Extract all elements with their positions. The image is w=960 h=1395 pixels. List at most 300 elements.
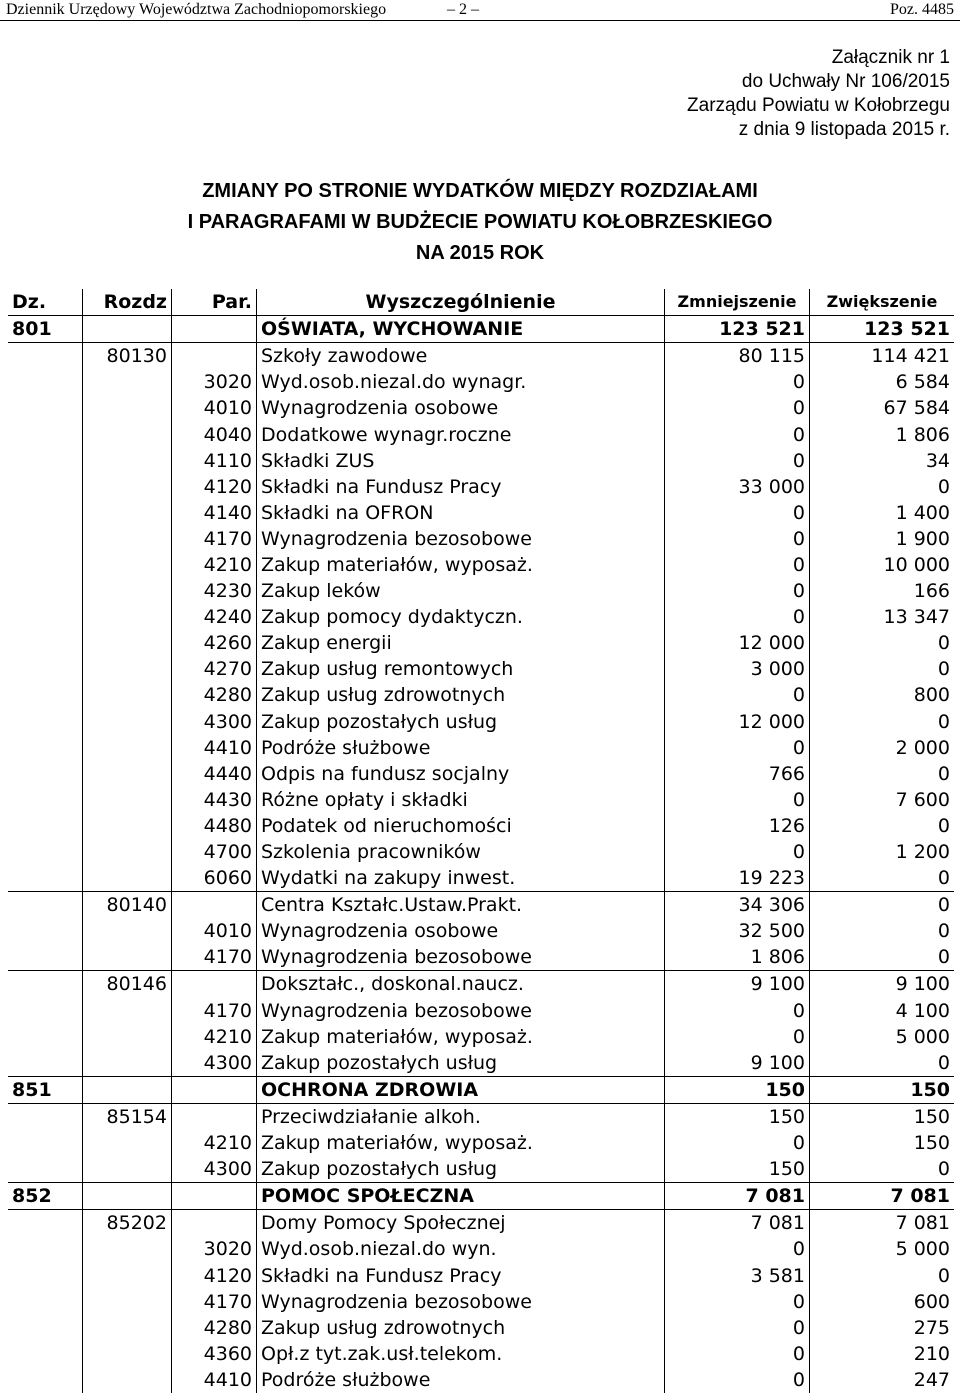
cell-description: Wynagrodzenia bezosobowe xyxy=(257,944,665,971)
cell-par: 4360 xyxy=(172,1341,257,1367)
cell-decrease: 0 xyxy=(665,552,810,578)
cell-rozdz xyxy=(83,1156,172,1183)
cell-increase: 0 xyxy=(937,1158,950,1181)
table-row xyxy=(8,578,954,604)
cell-dz xyxy=(8,1236,83,1262)
cell-dz xyxy=(8,500,83,526)
cell-rozdz xyxy=(83,944,172,971)
cell-description: Wynagrodzenia osobowe xyxy=(257,918,665,944)
table-row xyxy=(8,552,954,578)
cell-description: OCHRONA ZDROWIA xyxy=(257,1076,665,1103)
cell-increase: 0 xyxy=(937,814,950,837)
cell-increase: 0 xyxy=(937,658,950,681)
cell-increase: 7 600 xyxy=(895,788,950,811)
cell-dz xyxy=(8,1156,83,1183)
table-row xyxy=(8,1289,954,1315)
table-row xyxy=(8,1050,954,1077)
cell-rozdz xyxy=(83,735,172,761)
cell-rozdz xyxy=(83,1367,172,1393)
cell-par: 4430 xyxy=(172,787,257,813)
cell-decrease: 0 xyxy=(665,1367,810,1393)
cell-description: Zakup energii xyxy=(257,630,665,656)
cell-increase: 0 xyxy=(937,632,950,655)
cell-par: 4300 xyxy=(172,709,257,735)
cell-dz xyxy=(8,944,83,971)
cell-par: 4170 xyxy=(172,1289,257,1315)
cell-par xyxy=(172,971,257,998)
table-row xyxy=(8,1262,954,1288)
cell-dz xyxy=(8,1103,83,1130)
cell-rozdz xyxy=(83,1183,172,1210)
table-row xyxy=(8,1076,954,1103)
cell-description: Zakup pozostałych usług xyxy=(257,709,665,735)
cell-description: Szkolenia pracowników xyxy=(257,839,665,865)
cell-par: 4210 xyxy=(172,1024,257,1050)
cell-decrease: 0 xyxy=(665,1341,810,1367)
cell-dz xyxy=(8,526,83,552)
cell-rozdz xyxy=(83,578,172,604)
table-row xyxy=(8,1210,954,1237)
cell-dz xyxy=(8,998,83,1024)
cell-description: Opł.z tyt.zak.usł.telekom. xyxy=(257,1341,665,1367)
cell-dz xyxy=(8,369,83,395)
table-row xyxy=(8,656,954,682)
header-divider xyxy=(0,20,960,21)
col-header-dz: Dz. xyxy=(8,289,83,316)
cell-decrease: 80 115 xyxy=(665,343,810,370)
cell-decrease: 3 581 xyxy=(665,1262,810,1288)
cell-increase: 0 xyxy=(937,920,950,943)
cell-rozdz xyxy=(83,998,172,1024)
cell-rozdz xyxy=(83,656,172,682)
cell-description: Zakup materiałów, wyposaż. xyxy=(257,1130,665,1156)
col-header-rozdz: Rozdz xyxy=(83,289,172,316)
cell-description: Wynagrodzenia bezosobowe xyxy=(257,526,665,552)
cell-decrease: 0 xyxy=(665,839,810,865)
cell-par: 4230 xyxy=(172,578,257,604)
table-row xyxy=(8,1236,954,1262)
cell-description: Wydatki na zakupy inwest. xyxy=(257,865,665,892)
table-row xyxy=(8,1315,954,1341)
cell-increase: 34 xyxy=(925,449,950,472)
cell-dz xyxy=(8,813,83,839)
cell-decrease: 0 xyxy=(665,578,810,604)
cell-increase: 150 xyxy=(810,1076,955,1103)
annex-line: do Uchwały Nr 106/2015 xyxy=(741,71,950,92)
table-row xyxy=(8,500,954,526)
cell-par: 4140 xyxy=(172,500,257,526)
cell-rozdz: 80140 xyxy=(83,892,172,919)
cell-increase: 0 xyxy=(937,867,950,890)
cell-increase: 7 081 xyxy=(810,1210,955,1237)
cell-dz xyxy=(8,1024,83,1050)
cell-decrease: 0 xyxy=(665,395,810,421)
cell-decrease: 0 xyxy=(665,787,810,813)
annex-line: z dnia 9 listopada 2015 r. xyxy=(738,119,950,140)
table-row xyxy=(8,630,954,656)
cell-description: OŚWIATA, WYCHOWANIE xyxy=(257,316,665,343)
cell-decrease: 766 xyxy=(665,761,810,787)
cell-rozdz xyxy=(83,316,172,343)
cell-decrease: 0 xyxy=(665,421,810,447)
budget-table xyxy=(8,289,954,1393)
cell-decrease: 0 xyxy=(665,1236,810,1262)
cell-par xyxy=(172,892,257,919)
cell-dz xyxy=(8,656,83,682)
cell-dz xyxy=(8,1050,83,1077)
document-title xyxy=(0,176,960,269)
cell-decrease: 12 000 xyxy=(665,709,810,735)
cell-dz xyxy=(8,630,83,656)
cell-rozdz xyxy=(83,474,172,500)
cell-increase: 6 584 xyxy=(895,371,950,394)
cell-decrease: 0 xyxy=(665,448,810,474)
cell-increase: 5 000 xyxy=(895,1238,950,1261)
cell-increase: 67 584 xyxy=(883,397,950,420)
table-row xyxy=(8,604,954,630)
cell-rozdz xyxy=(83,709,172,735)
cell-description: Wyd.osob.niezal.do wyn. xyxy=(257,1236,665,1262)
cell-par: 3020 xyxy=(172,1236,257,1262)
cell-decrease: 0 xyxy=(665,682,810,708)
cell-dz xyxy=(8,735,83,761)
table-body xyxy=(8,316,954,1393)
cell-rozdz xyxy=(83,448,172,474)
table-row xyxy=(8,813,954,839)
cell-dz xyxy=(8,761,83,787)
cell-rozdz xyxy=(83,787,172,813)
cell-rozdz xyxy=(83,813,172,839)
cell-par: 4440 xyxy=(172,761,257,787)
cell-rozdz xyxy=(83,839,172,865)
cell-increase: 0 xyxy=(937,762,950,785)
cell-par: 4110 xyxy=(172,448,257,474)
cell-par: 3020 xyxy=(172,369,257,395)
table-row xyxy=(8,1103,954,1130)
cell-decrease: 33 000 xyxy=(665,474,810,500)
cell-par xyxy=(172,1076,257,1103)
cell-decrease: 0 xyxy=(665,526,810,552)
table-row xyxy=(8,421,954,447)
page-number: – 2 – xyxy=(447,1,479,18)
cell-rozdz xyxy=(83,1076,172,1103)
cell-description: Wynagrodzenia bezosobowe xyxy=(257,998,665,1024)
cell-dz xyxy=(8,395,83,421)
cell-increase: 600 xyxy=(913,1290,950,1313)
cell-increase: 2 000 xyxy=(895,736,950,759)
cell-description: POMOC SPOŁECZNA xyxy=(257,1183,665,1210)
cell-par: 4700 xyxy=(172,839,257,865)
table-row xyxy=(8,1183,954,1210)
cell-par: 4010 xyxy=(172,395,257,421)
cell-increase: 0 xyxy=(810,892,955,919)
table-row xyxy=(8,709,954,735)
cell-dz xyxy=(8,1130,83,1156)
table-row xyxy=(8,343,954,370)
cell-decrease: 0 xyxy=(665,1315,810,1341)
cell-increase: 1 400 xyxy=(895,501,950,524)
cell-description: Wyd.osob.niezal.do wynagr. xyxy=(257,369,665,395)
cell-par: 4170 xyxy=(172,998,257,1024)
table-row xyxy=(8,448,954,474)
cell-decrease: 7 081 xyxy=(665,1183,810,1210)
cell-par: 4410 xyxy=(172,1367,257,1393)
cell-decrease: 0 xyxy=(665,1130,810,1156)
cell-rozdz xyxy=(83,1024,172,1050)
cell-dz xyxy=(8,839,83,865)
cell-increase: 150 xyxy=(913,1132,950,1155)
cell-par: 4010 xyxy=(172,918,257,944)
cell-par xyxy=(172,316,257,343)
table-row xyxy=(8,1156,954,1183)
cell-dz: 851 xyxy=(8,1076,83,1103)
table-row xyxy=(8,839,954,865)
cell-par: 4260 xyxy=(172,630,257,656)
title-line: NA 2015 ROK xyxy=(415,242,545,264)
cell-increase: 10 000 xyxy=(883,553,950,576)
cell-rozdz: 85202 xyxy=(83,1210,172,1237)
page-header xyxy=(0,0,960,22)
table-row xyxy=(8,944,954,971)
cell-par xyxy=(172,1210,257,1237)
cell-decrease: 32 500 xyxy=(665,918,810,944)
cell-increase: 247 xyxy=(913,1368,950,1391)
cell-increase: 800 xyxy=(913,684,950,707)
cell-dz xyxy=(8,1315,83,1341)
cell-dz xyxy=(8,448,83,474)
cell-decrease: 126 xyxy=(665,813,810,839)
cell-rozdz xyxy=(83,1262,172,1288)
cell-decrease: 7 081 xyxy=(665,1210,810,1237)
cell-rozdz xyxy=(83,421,172,447)
cell-decrease: 9 100 xyxy=(665,1050,810,1077)
cell-dz xyxy=(8,421,83,447)
table-row xyxy=(8,682,954,708)
cell-rozdz xyxy=(83,552,172,578)
table-row xyxy=(8,998,954,1024)
cell-description: Centra Kształc.Ustaw.Prakt. xyxy=(257,892,665,919)
cell-dz xyxy=(8,1289,83,1315)
cell-description: Przeciwdziałanie alkoh. xyxy=(257,1103,665,1130)
table-row xyxy=(8,1130,954,1156)
cell-increase: 123 521 xyxy=(864,318,950,341)
cell-description: Zakup usług remontowych xyxy=(257,656,665,682)
cell-par: 4170 xyxy=(172,944,257,971)
cell-par: 4120 xyxy=(172,474,257,500)
cell-decrease: 34 306 xyxy=(665,892,810,919)
cell-dz xyxy=(8,343,83,370)
cell-rozdz xyxy=(83,682,172,708)
cell-description: Zakup pozostałych usług xyxy=(257,1050,665,1077)
cell-dz xyxy=(8,918,83,944)
table-row xyxy=(8,474,954,500)
cell-description: Zakup usług zdrowotnych xyxy=(257,682,665,708)
cell-description: Podróże służbowe xyxy=(257,735,665,761)
cell-dz xyxy=(8,1210,83,1237)
cell-dz xyxy=(8,1341,83,1367)
table-row xyxy=(8,316,954,343)
cell-description: Dodatkowe wynagr.roczne xyxy=(257,421,665,447)
cell-par xyxy=(172,1103,257,1130)
cell-decrease: 0 xyxy=(665,1289,810,1315)
cell-par: 4280 xyxy=(172,1315,257,1341)
cell-rozdz xyxy=(83,1315,172,1341)
cell-increase: 5 000 xyxy=(895,1025,950,1048)
cell-rozdz xyxy=(83,526,172,552)
cell-increase: 210 xyxy=(913,1342,950,1365)
title-line: I PARAGRAFAMI W BUDŻECIE POWIATU KOŁOBRZESKIEGO xyxy=(187,211,773,233)
cell-decrease: 0 xyxy=(665,735,810,761)
table-row xyxy=(8,395,954,421)
cell-dz: 801 xyxy=(8,316,83,343)
cell-dz xyxy=(8,971,83,998)
cell-increase: 9 100 xyxy=(810,971,955,998)
cell-rozdz xyxy=(83,1236,172,1262)
cell-par: 6060 xyxy=(172,865,257,892)
cell-description: Składki na Fundusz Pracy xyxy=(257,474,665,500)
cell-increase: 114 421 xyxy=(810,343,955,370)
cell-description: Odpis na fundusz socjalny xyxy=(257,761,665,787)
table-row xyxy=(8,892,954,919)
cell-description: Zakup leków xyxy=(257,578,665,604)
cell-dz: 852 xyxy=(8,1183,83,1210)
cell-description: Domy Pomocy Społecznej xyxy=(257,1210,665,1237)
col-header-description: Wyszczególnienie xyxy=(257,289,665,316)
col-header-increase: Zwiększenie xyxy=(810,289,955,316)
cell-dz xyxy=(8,865,83,892)
cell-description: Podróże służbowe xyxy=(257,1367,665,1393)
cell-increase: 0 xyxy=(937,1264,950,1287)
cell-description: Wynagrodzenia bezosobowe xyxy=(257,1289,665,1315)
cell-par: 4300 xyxy=(172,1050,257,1077)
cell-increase: 0 xyxy=(937,1051,950,1074)
cell-rozdz xyxy=(83,369,172,395)
cell-rozdz xyxy=(83,630,172,656)
cell-rozdz xyxy=(83,1341,172,1367)
cell-decrease: 150 xyxy=(665,1103,810,1130)
cell-decrease: 19 223 xyxy=(665,865,810,892)
annex-block xyxy=(530,46,950,142)
cell-rozdz xyxy=(83,500,172,526)
table-header-row xyxy=(8,289,954,316)
journal-name: Dziennik Urzędowy Województwa Zachodniopomorskiego xyxy=(6,1,387,18)
col-header-par: Par. xyxy=(172,289,257,316)
cell-par xyxy=(172,1183,257,1210)
cell-decrease: 3 000 xyxy=(665,656,810,682)
cell-description: Składki na OFRON xyxy=(257,500,665,526)
cell-par: 4480 xyxy=(172,813,257,839)
cell-par: 4240 xyxy=(172,604,257,630)
col-header-decrease: Zmniejszenie xyxy=(665,289,810,316)
cell-rozdz: 85154 xyxy=(83,1103,172,1130)
cell-description: Zakup materiałów, wyposaż. xyxy=(257,552,665,578)
cell-rozdz xyxy=(83,918,172,944)
cell-decrease: 0 xyxy=(665,998,810,1024)
cell-increase: 0 xyxy=(937,710,950,733)
position-number: Poz. 4485 xyxy=(890,1,954,18)
cell-description: Zakup pomocy dydaktyczn. xyxy=(257,604,665,630)
cell-description: Zakup usług zdrowotnych xyxy=(257,1315,665,1341)
cell-dz xyxy=(8,787,83,813)
cell-increase: 166 xyxy=(913,580,950,603)
cell-par: 4170 xyxy=(172,526,257,552)
cell-dz xyxy=(8,604,83,630)
cell-par xyxy=(172,343,257,370)
cell-increase: 7 081 xyxy=(810,1183,955,1210)
cell-decrease: 150 xyxy=(665,1076,810,1103)
cell-decrease: 1 806 xyxy=(665,944,810,971)
cell-description: Składki na Fundusz Pracy xyxy=(257,1262,665,1288)
cell-description: Różne opłaty i składki xyxy=(257,787,665,813)
cell-increase: 1 200 xyxy=(895,841,950,864)
cell-dz xyxy=(8,682,83,708)
cell-rozdz xyxy=(83,865,172,892)
table-row xyxy=(8,761,954,787)
cell-decrease: 150 xyxy=(665,1156,810,1183)
cell-description: Składki ZUS xyxy=(257,448,665,474)
cell-par: 4300 xyxy=(172,1156,257,1183)
table-row xyxy=(8,918,954,944)
cell-description: Podatek od nieruchomości xyxy=(257,813,665,839)
cell-dz xyxy=(8,474,83,500)
cell-dz xyxy=(8,552,83,578)
cell-description: Zakup materiałów, wyposaż. xyxy=(257,1024,665,1050)
title-line: ZMIANY PO STRONIE WYDATKÓW MIĘDZY ROZDZIAŁAMI xyxy=(202,180,758,202)
cell-decrease: 0 xyxy=(665,1024,810,1050)
cell-rozdz: 80130 xyxy=(83,343,172,370)
cell-increase: 150 xyxy=(810,1103,955,1130)
cell-rozdz xyxy=(83,761,172,787)
cell-rozdz xyxy=(83,1130,172,1156)
table-row xyxy=(8,735,954,761)
cell-increase: 1 806 xyxy=(895,423,950,446)
cell-par: 4410 xyxy=(172,735,257,761)
table-row xyxy=(8,1024,954,1050)
cell-dz xyxy=(8,1262,83,1288)
cell-par: 4210 xyxy=(172,552,257,578)
cell-decrease: 9 100 xyxy=(665,971,810,998)
cell-decrease: 12 000 xyxy=(665,630,810,656)
cell-par: 4210 xyxy=(172,1130,257,1156)
table-row xyxy=(8,787,954,813)
cell-dz xyxy=(8,578,83,604)
cell-dz xyxy=(8,892,83,919)
cell-rozdz xyxy=(83,1289,172,1315)
table-row xyxy=(8,526,954,552)
cell-increase: 13 347 xyxy=(883,606,950,629)
table-row xyxy=(8,369,954,395)
cell-decrease: 0 xyxy=(665,369,810,395)
cell-rozdz: 80146 xyxy=(83,971,172,998)
cell-par: 4040 xyxy=(172,421,257,447)
table-row xyxy=(8,865,954,892)
cell-description: Szkoły zawodowe xyxy=(257,343,665,370)
cell-par: 4280 xyxy=(172,682,257,708)
table-row xyxy=(8,1341,954,1367)
cell-description: Zakup pozostałych usług xyxy=(257,1156,665,1183)
cell-dz xyxy=(8,1367,83,1393)
cell-decrease: 123 521 xyxy=(665,316,810,343)
cell-increase: 4 100 xyxy=(895,999,950,1022)
table-row xyxy=(8,1367,954,1393)
cell-rozdz xyxy=(83,1050,172,1077)
cell-increase: 0 xyxy=(937,475,950,498)
cell-decrease: 0 xyxy=(665,500,810,526)
cell-increase: 1 900 xyxy=(895,527,950,550)
cell-rozdz xyxy=(83,604,172,630)
cell-increase: 275 xyxy=(913,1316,950,1339)
table-row xyxy=(8,971,954,998)
